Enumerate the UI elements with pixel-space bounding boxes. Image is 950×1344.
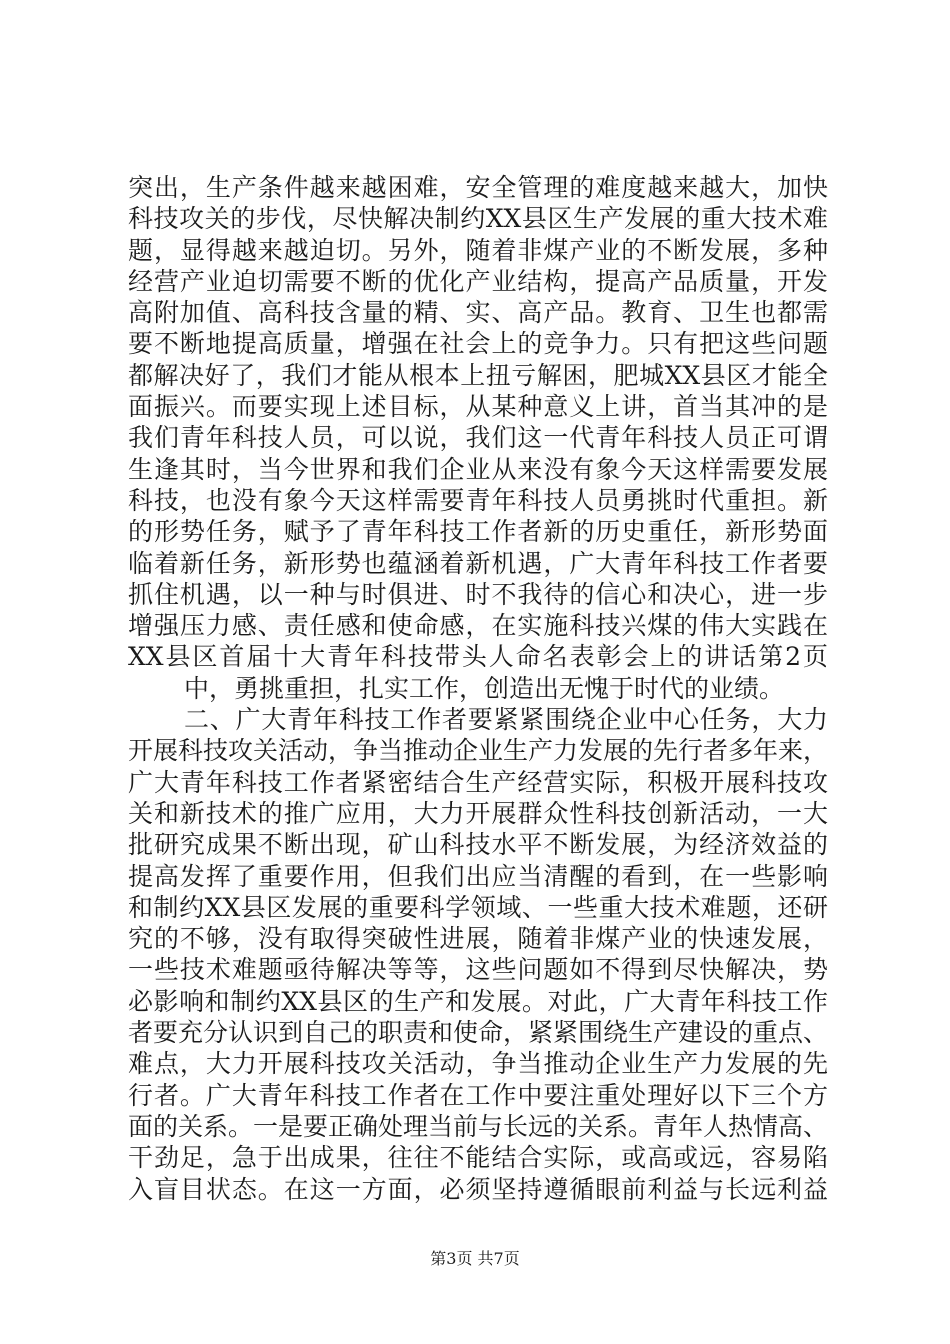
text-line: 的形势任务，赋予了青年科技工作者新的历史重任，新形势面 xyxy=(128,517,828,547)
page-number-footer: 第3页 共7页 xyxy=(430,1249,520,1268)
text-line: XX县区首届十大青年科技带头人命名表彰会上的讲话第2页 xyxy=(128,642,828,672)
text-line: 和制约XX县区发展的重要科学领域、一些重大技术难题，还研 xyxy=(128,892,828,922)
text-line: 者要充分认识到自己的职责和使命，紧紧围绕生产建设的重点、 xyxy=(128,1018,829,1048)
text-line: 入盲目状态。在这一方面，必须坚持遵循眼前利益与长远利益 xyxy=(128,1174,828,1204)
text-line: 增强压力感、责任感和使命感，在实施科技兴煤的伟大实践在 xyxy=(128,611,828,641)
text-line: 一些技术难题亟待解决等等，这些问题如不得到尽快解决，势 xyxy=(128,955,828,985)
paragraph-2: 中，勇挑重担，扎实工作，创造出无愧于时代的业绩。 xyxy=(184,673,785,703)
text-line: 临着新任务，新形势也蕴涵着新机遇，广大青年科技工作者要 xyxy=(128,548,828,578)
text-line: 题，显得越来越迫切。另外，随着非煤产业的不断发展，多种 xyxy=(128,235,828,265)
document-body xyxy=(128,172,828,1205)
text-line: 都解决好了，我们才能从根本上扭亏解困，肥城XX县区才能全 xyxy=(128,360,828,390)
text-line: 难点，大力开展科技攻关活动，争当推动企业生产力发展的先 xyxy=(128,1049,828,1079)
text-line: 必影响和制约XX县区的生产和发展。对此，广大青年科技工作 xyxy=(128,986,828,1016)
paragraph-3-first-line: 二、广大青年科技工作者要紧紧围绕企业中心任务，大力 xyxy=(184,705,828,735)
text-line: 我们青年科技人员，可以说，我们这一代青年科技人员正可谓 xyxy=(128,423,828,453)
text-line: 提高发挥了重要作用，但我们出应当清醒的看到，在一些影响 xyxy=(128,861,828,891)
text-line: 究的不够，没有取得突破性进展，随着非煤产业的快速发展， xyxy=(128,924,828,954)
text-line: 面振兴。而要实现上述目标，从某种意义上讲，首当其冲的是 xyxy=(128,392,828,422)
text-line: 开展科技攻关活动，争当推动企业生产力发展的先行者多年来， xyxy=(128,736,829,766)
text-line: 关和新技术的推广应用，大力开展群众性科技创新活动，一大 xyxy=(128,798,828,828)
text-line: 批研究成果不断出现，矿山科技水平不断发展，为经济效益的 xyxy=(128,830,828,860)
text-line: 行者。广大青年科技工作者在工作中要注重处理好以下三个方 xyxy=(128,1080,828,1110)
text-line: 科技，也没有象今天这样需要青年科技人员勇挑时代重担。新 xyxy=(128,485,828,515)
text-line: 经营产业迫切需要不断的优化产业结构，提高产品质量，开发 xyxy=(128,266,828,296)
text-line: 突出，生产条件越来越困难，安全管理的难度越来越大，加快 xyxy=(128,173,828,202)
text-line: 抓住机遇，以一种与时俱进、时不我待的信心和决心，进一步 xyxy=(128,579,828,609)
text-line: 要不断地提高质量，增强在社会上的竞争力。只有把这些问题 xyxy=(128,329,828,359)
text-line: 面的关系。一是要正确处理当前与长远的关系。青年人热情高、 xyxy=(128,1111,829,1141)
text-line: 广大青年科技工作者紧密结合生产经营实际，积极开展科技攻 xyxy=(128,767,828,797)
text-line: 生逢其时，当今世界和我们企业从来没有象今天这样需要发展 xyxy=(128,454,828,484)
text-line: 科技攻关的步伐，尽快解决制约XX县区生产发展的重大技术难 xyxy=(128,204,828,234)
text-line: 干劲足，急于出成果，往往不能结合实际，或高或远，容易陷 xyxy=(128,1143,828,1173)
text-line: 高附加值、高科技含量的精、实、高产品。教育、卫生也都需 xyxy=(128,298,828,328)
